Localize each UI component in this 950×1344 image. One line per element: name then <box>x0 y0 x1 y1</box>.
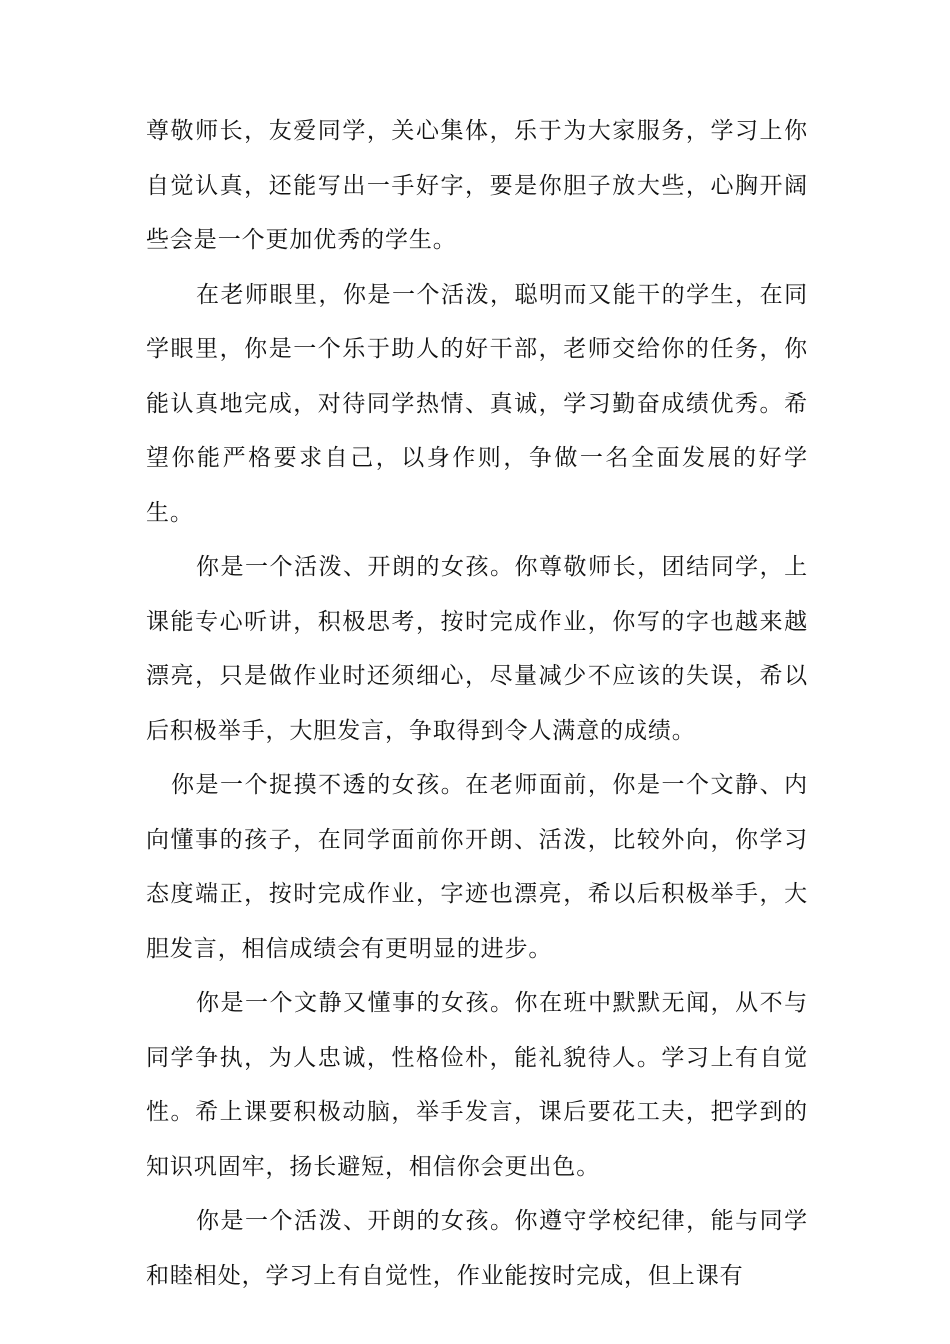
paragraph-3: 你是一个活泼、开朗的女孩。你尊敬师长，团结同学，上课能专心听讲，积极思考，按时完成作业，你写的字也越来越漂亮，只是做作业时还须细心，尽量减少不应该的失误，希以后积极举手，大胆发言，争取得到令人满意的成绩。 <box>146 554 808 744</box>
document-body <box>146 104 808 1303</box>
paragraph-4: 你是一个捉摸不透的女孩。在老师面前，你是一个文静、内向懂事的孩子，在同学面前你开朗、活泼，比较外向，你学习态度端正，按时完成作业，字迹也漂亮，希以后积极举手，大胆发言，相信成绩会有更明显的进步。 <box>146 772 808 962</box>
paragraph-5: 你是一个文静又懂事的女孩。你在班中默默无闻，从不与同学争执，为人忠诚，性格俭朴，能礼貌待人。学习上有自觉性。希上课要积极动脑，举手发言，课后要花工夫，把学到的知识巩固牢，扬长避短，相信你会更出色。 <box>146 990 808 1180</box>
paragraph-2: 在老师眼里，你是一个活泼，聪明而又能干的学生，在同学眼里，你是一个乐于助人的好干部，老师交给你的任务，你能认真地完成，对待同学热情、真诚，学习勤奋成绩优秀。希望你能严格要求自己，以身作则，争做一名全面发展的好学生。 <box>146 281 808 526</box>
paragraph-1: 尊敬师长，友爱同学，关心集体，乐于为大家服务，学习上你自觉认真，还能写出一手好字，要是你胆子放大些，心胸开阔些会是一个更加优秀的学生。 <box>146 118 808 253</box>
paragraph-6: 你是一个活泼、开朗的女孩。你遵守学校纪律，能与同学和睦相处，学习上有自觉性，作业能按时完成，但上课有 <box>146 1208 808 1289</box>
